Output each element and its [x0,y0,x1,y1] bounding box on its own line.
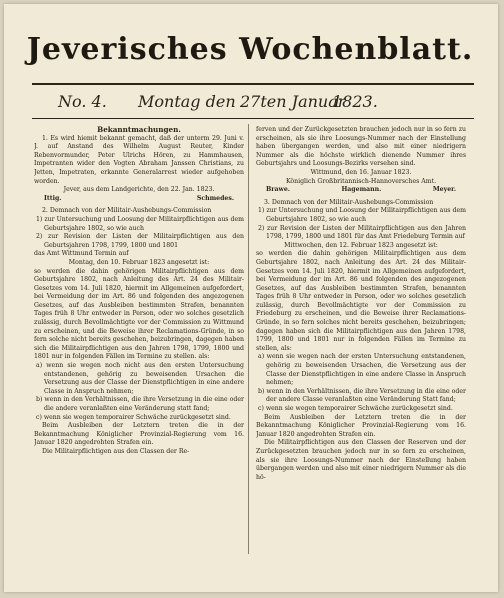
notice-2-item-1: 1) zur Untersuchung und Loosung der Militairpflichtigen aus dem Geburtsjahre 1802, so wie auch [36,215,244,232]
masthead-rule [32,83,474,85]
notice-3-closing: Beim Ausbleiben der Letztern treten die in der Bekanntmachung Königlicher Provinzial-Regierung vom 16. Januar 1820 angedrohten Strafen ein. [256,413,466,438]
notice-2-case-b: b) wenn in den Verhältnissen, die ihre Versetzung in die eine oder die andere veranlaßten eine Veränderung statt fand; [36,396,244,412]
notice-2-case-a: a) wenn sie wegen noch nicht aus den ersten Untersuchung entstandenen, gehörig zu beweisenden Ursachen die Versetzung aus der Classe der Dienstpflichtigen in eine andere Classe in Anspruch nehmen; [36,362,244,395]
issue-date: 27ten Januar [240,92,346,111]
signatures-1 [34,195,244,204]
official-name: Meyer. [432,186,456,194]
notice-3-body: so werden die dahin gehörigen Militairpflichtigen aus dem Geburtsjahre 1802, nach Anleitung des Art. 24 des Militair-Gesetzes vom 14. Juli 1820, hiermit im Allgemeinen aufgefordert, bei Vermeidung der im Art. 86 und folgenden des angezogenen Gesetzes, auf das Ausbleiben bestimmten Strafen, benannten Tages früh 8 Uhr entweder in Person, oder wo solches gesetzlich zulässig, durch Bevollmächtigte vor der Commission zu Friedeburg zu erscheinen, und die Beweise ihrer Reclamations-Gründe, in so fern solches nicht bereits geschehen, beizubringen; dagegen haben sich die Militairpflichtigen aus den Jahren 1798, 1799, 1800 und 1801 nur in folgenden Fällen im Termine zu stellen, als: [256,250,466,352]
official-name: Hagemann. [341,186,382,194]
issue-weekday: Montag den [138,92,236,111]
notice-3-termin: Mittwochen, den 12. Februar 1823 angesetzt ist: [284,241,438,249]
notice-2-closing: Beim Ausbleiben der Letztern treten die in der Bekanntmachung Königlicher Provinzial-Regierung vom 16. Januar 1820 angedrohten Strafen ein. [34,422,244,447]
office-line: Königlich Großbritannisch-Hannoversches Amt. [285,177,437,185]
notice-2-continued: ferven und der Zurückgesetzten brauchen jedoch nur in so fern zu erscheinen, als sie ihre Loosungs-Nummer nach der Einstellung haben übergangen werden, und also mit einer niedrigern Nummer als die höchste wirklich dienende Nummer ihres Geburtsjahrs und Loosungs-Bezirks versehen sind. [256,126,466,168]
signature-name: Ittig. [44,194,62,202]
notice-3-case-a: a) wenn sie wegen nach der ersten Untersuchung entstandenen, gehörig zu beweisenden Ursachen, die Versetzung aus der Classe der Dienstpflichtigen in eine andere Classe in Anspruch nehmen; [258,353,466,387]
notice-3-item-2: 2) zur Revision der Listen der Militairpflichtigen aus den Jahren 1798, 1799, 1800 und 1801 für das Amt Friedeburg Termin auf [258,224,466,241]
notice-2-case-c: c) wenn sie wegen temporairer Schwäche zurückgesetzt sind. [36,413,231,421]
notice-2-intro: 2. Demnach von der Militair-Aushebungs-Commission [42,207,212,215]
notice-2-termin: Montag, den 10. Februar 1823 angesetzt ist: [68,258,210,266]
notice-2-body: so werden die dahin gehörigen Militairpflichtigen aus dem Geburtsjahre 1802, nach Anleitung des Art. 24 des Militair-Gesetzes vom 14. Juli 1820, hiermit im Allgemeinen aufgefordert, bei Vermeidung der im Art. 86 und folgenden des angezogenen Gesetzes, auf das Ausbleiben bestimmten Strafen, benannten Tages früh 8 Uhr entweder in Person, oder wo solches gesetzlich zulässig, durch Bevollmächtigte vor der Commission zu Wittmund zu erscheinen, und die Beweise ihrer Reclamations-Gründe, in so fern solche nicht bereits geschehen, beizubringen, dagegen haben sich die Militairpflichtigen aus den Jahren 1798, 1799, 1800 und 1801 nur in folgenden Fällen im Termine zu stellen. als: [34,267,244,361]
section-heading: Bekanntmachungen. [97,126,181,134]
official-name: Brawe. [266,186,290,194]
officials-row [256,186,466,195]
notice-2-last: Die Militairpflichtigen aus den Classen der Re- [42,447,190,455]
notice-3-case-b: b) wenn in den Verhältnissen, die ihre Versetzung in die eine oder der andere Classe veranlaßten eine Veränderung Statt fand; [258,387,466,404]
notice-3-item-1: 1) zur Untersuchung und Loosung der Militairpflichtigen aus dem Geburtsjahre 1802, so wie auch [258,207,466,223]
column-divider [248,124,249,554]
issue-dateline [32,92,474,112]
dateline-rule [32,118,474,119]
newspaper-page [4,4,498,592]
notice-3-case-c: c) wenn sie wegen temporairer Schwäche zurückgesetzt sind. [258,405,453,412]
court-line: Jever, aus dem Landgerichte, den 22. Jan. 1823. [63,186,215,194]
issue-year: 1823. [332,92,378,111]
masthead-title: Jeverisches Wochenblatt. [26,32,474,67]
place-date-line: Wittmund, den 16. Januar 1823. [310,168,412,176]
notice-2-amt: das Amt Wittmund Termin auf [34,250,129,258]
issue-number: No. 4. [58,92,107,111]
notice-2-item-2: 2) zur Revision der Listen der Militairpflichtigen aus den Geburtsjahren 1798, 1799, 1800 und 1801 [36,233,244,249]
notice-3-last: Die Militairpflichtigen aus den Classen der Reserven und der Zurückgesetzten brauchen jedoch nur in so fern zu erscheinen, als sie ihre Loosungs-Nummer nach der Einstellung haben übergangen werden und also mit einer niedrigern Nummer als die hö- [256,439,466,481]
notice-3-intro: 3. Demnach von der Militair-Aushebungs-Commission [264,198,434,206]
notice-1: 1. Es wird hiemit bekannt gemacht, daß der unterm 29. Juni v. J. auf Anstand des Wilhelm August Reuter, Kinder Rebenvormunder, Peter Ulrichs Hören, zu Hammhausen, Impetranten wider den Vogten Abraham Janssen Christians, zu Jetten, Impetraten, erkannte Generalarrest wieder aufgehoben worden. [34,134,244,185]
left-column [34,126,244,556]
signature-name: Schmedes. [196,194,234,202]
right-column [256,126,466,556]
